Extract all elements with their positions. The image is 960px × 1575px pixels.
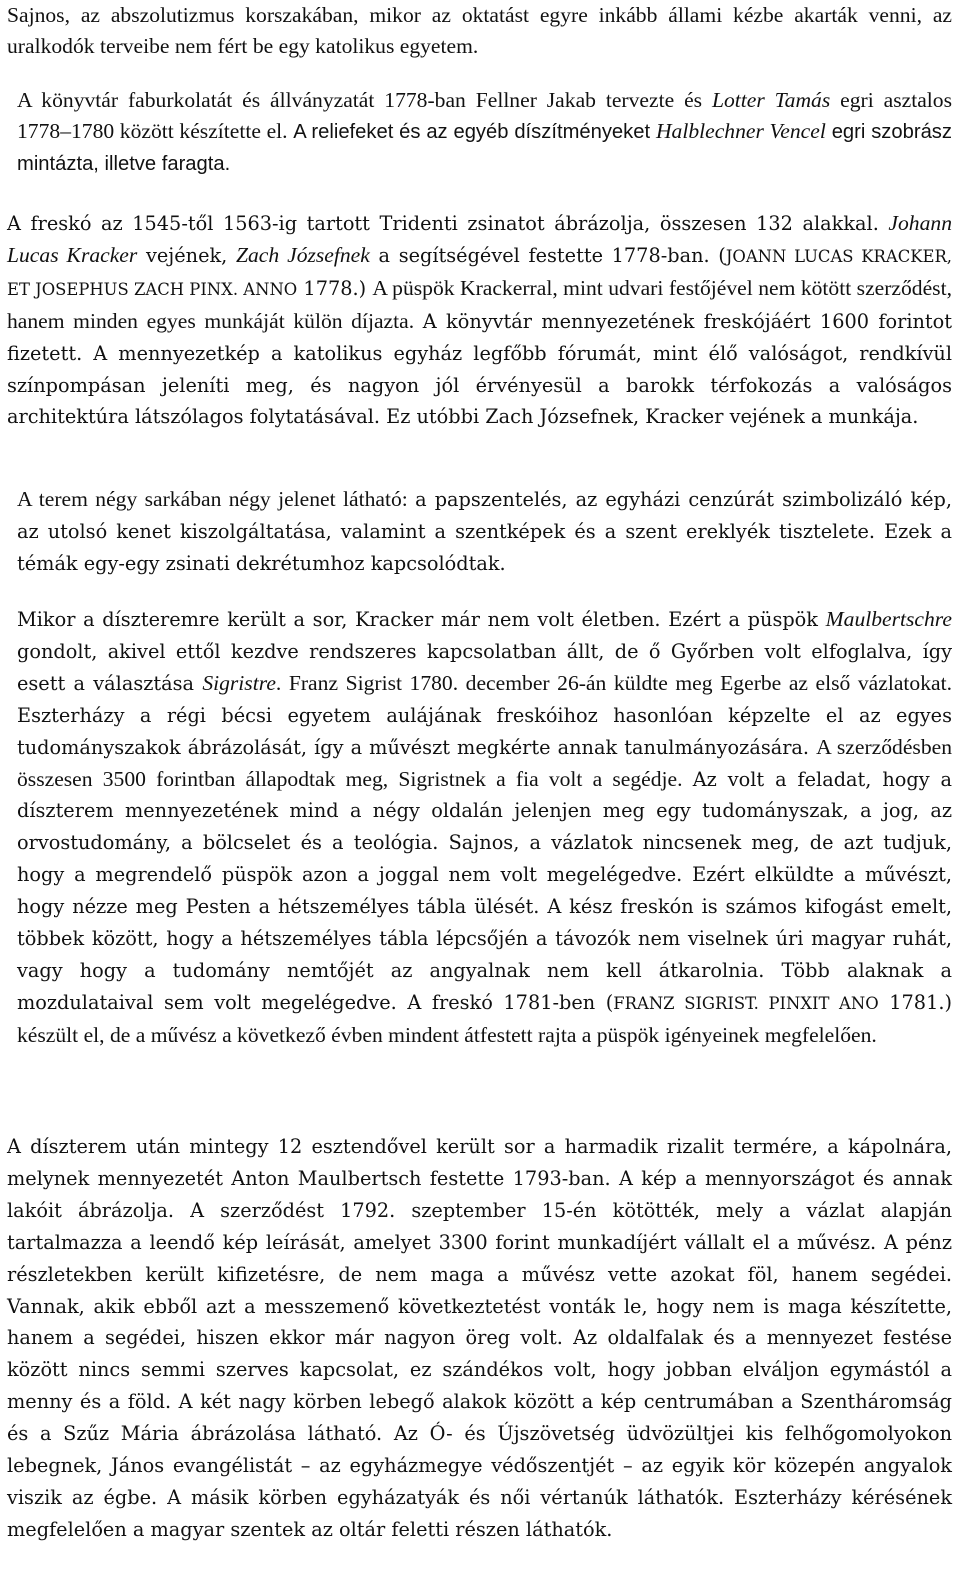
text-run: A kész freskón is számos kifogást emelt, többek között, hogy a hétszemélyes tábla lépcsőjén a távozók nem viselnek úri magyar ruhát, vagy hogy a tudomány nemtőjét az angyalnak nem kell átkarolnia. [17, 895, 952, 982]
text-run: Ezért a püspök [668, 608, 826, 631]
text-run: A pénz részletekben került kifizetésre, de nem maga a művész vette azokat föl, hanem segédei. [7, 1230, 952, 1286]
text-run: egri asztalos 1778–1780 között készítette el. [17, 88, 952, 143]
italic-name: Lotter Tamás [711, 88, 831, 112]
text-run: gondolt, akivel ettől kezdve rendszeres kapcsolatban állt, de ő Győrben volt elfoglalva, így esett a választása [17, 639, 952, 695]
text-run: A kép a mennyországot és annak lakóit ábrázolja. [7, 1166, 952, 1222]
text-run: Eszterházy kérésének megfelelően a magyar szentek az oltár feletti részen láthatók. [7, 1485, 952, 1541]
text-run: Sajnos, az abszolutizmus korszakában, mikor az oktatást egyre inkább állami kézbe akarták venni, az uralkodók terveibe nem fért be egy katolikus egyetem. [7, 3, 952, 58]
text-run: A könyvtár mennyezetének freskójáért 1600 forintot fizetett. [7, 309, 953, 365]
paragraph-4 [7, 484, 952, 580]
text-run: A terem négy sarkában négy jelenet látható: [17, 487, 416, 511]
text-run: A két nagy körben lebegő alakok között a kép centrumában a Szentháromság és a Szűz Mária ábrázolása látható. [7, 1390, 953, 1446]
text-run: Az Ó- és Újszövetség üdvözültjei kis felhőgomolyokon lebegnek, János evangélistát – az egyházmegye védőszentjét – az egyik kör közepén angyalok viszik az égbe. [7, 1422, 952, 1509]
italic-name: Sigristre [202, 670, 276, 695]
paragraph-3 [7, 208, 952, 433]
text-run: 1781.) [878, 990, 952, 1014]
italic-name: Halblechner Vencel [655, 118, 826, 143]
paragraph-1 [7, 0, 952, 62]
text-run: Ezek a témák egy-egy zsinati dekrétumhoz kapcsolódtak. [17, 519, 952, 575]
text-run: Mikor a díszteremre került a sor, Kracker már nem volt életben. [17, 608, 669, 631]
text-run: Eszterházy a régi bécsi egyetem aulájának freskóihoz hasonlóan képzelte el az egyes tudományszakok ábrázolását, így a művészt megkérte annak tanulmányozására. [17, 703, 952, 759]
italic-name: Zach Józsefnek [235, 242, 370, 267]
text-run: . Franz Sigrist 1780. december 26-án küldte meg Egerbe az első vázlatokat. [275, 670, 953, 695]
text-run: A könyvtár faburkolatát és állványzatát 1778-ban Fellner Jakab tervezte és [17, 88, 712, 112]
text-run: készült el, de a művész a következő évben mindent átfestett rajta a püspök igényeinek megfelelően. [17, 1022, 877, 1047]
text-run: A mennyezetkép a katolikus egyház legfőbb fórumát, mint élő valóságot, rendkívül színpompásan jeleníti meg, és nagyon jól érvényesül a barokk térfokozás a valóságos architektúra látszólagos folytatásával. Ez utóbbi Zach Józsefnek, Kracker vejének a munkája. [7, 341, 952, 429]
text-run: A püspök Krackerral, mint udvari festőjével nem kötött szerződést, hanem minden egyes munkáját külön díjazta. [7, 275, 952, 333]
text-run: A freskó 1781-ben ( [407, 990, 614, 1014]
text-run: vejének, [137, 243, 236, 267]
text-run: A reliefeket és az egyéb díszítményeket [293, 120, 656, 143]
text-run: Sajnos, a vázlatok nincsenek meg, de azt tudjuk, hogy a megrendelő püspök azon a joggal nem volt megelégedve. [17, 831, 952, 887]
paragraph-6 [7, 1131, 952, 1546]
text-run: A másik körben egyházatyák és női vértanúk láthatók. [167, 1485, 735, 1509]
text-run: Vannak, akik ebből azt a messzemenő következtetést vonták le, hogy nem is maga készítette, hanem a segédei, hiszen ekkor már nagyon öreg volt. [7, 1294, 952, 1350]
small-caps-inscription: JOANN LUCAS KRACKER, ET JOSEPHUS ZACH PINX. ANNO [7, 246, 953, 299]
italic-name: Maulbertschre [825, 607, 952, 631]
text-run: Több alaknak a mozdulataival sem volt megelégedve. [17, 958, 952, 1014]
italic-name: Johann Lucas Kracker [7, 211, 952, 267]
text-run: 1778.) [297, 276, 373, 300]
text-run: a segítségével festette 1778-ban. ( [369, 243, 726, 267]
text-run: A díszterem után mintegy 12 esztendővel került sor a harmadik rizalit termére, a kápolnára, melynek mennyezetét Anton Maulbertsch festette 1793-ban. [7, 1135, 952, 1190]
text-run: a papszentelés, az egyházi cenzúrát szimbolizáló kép, az utolsó kenet kiszolgáltatása, valamint a szentképek és a szent ereklyék tisztelete. [17, 488, 953, 543]
text-run: A szerződésben összesen 3500 forintban állapodtak meg, Sigristnek a fia volt a segédje. [17, 734, 952, 791]
small-caps-inscription: FRANZ SIGRIST. PINXIT ANO [613, 993, 879, 1013]
text-run: Az oldalfalak és a mennyezet festése között nincs semmi szerves kapcsolat, ez szándékos volt, hogy jobban elváljon egymástól a menny és a föld. [7, 1326, 953, 1414]
text-run: A szerződést 1792. szeptember 15-én kötötték, mely a vázlat alapján tartalmazza a leendő kép leírását, amelyet 3300 forint munkadíjért vállalt el a művész. [7, 1198, 952, 1254]
paragraph-2 [7, 85, 952, 180]
paragraph-5 [7, 604, 952, 1051]
text-run: A freskó az 1545-től 1563-ig tartott Tridenti zsinatot ábrázolja, összesen 132 alakkal. [7, 212, 889, 235]
text-run: egri szobrász mintázta, illetve faragta. [17, 120, 952, 175]
text-run: Ezért elküldte a művészt, hogy nézze meg Pesten a hétszemélyes tábla ülését. [17, 863, 952, 919]
text-run: Az volt a feladat, hogy a díszterem mennyezetének mind a négy oldalán jelenjen meg egy tudományszak, a jog, az orvostudomány, a bölcselet és a teológia. [17, 767, 952, 855]
